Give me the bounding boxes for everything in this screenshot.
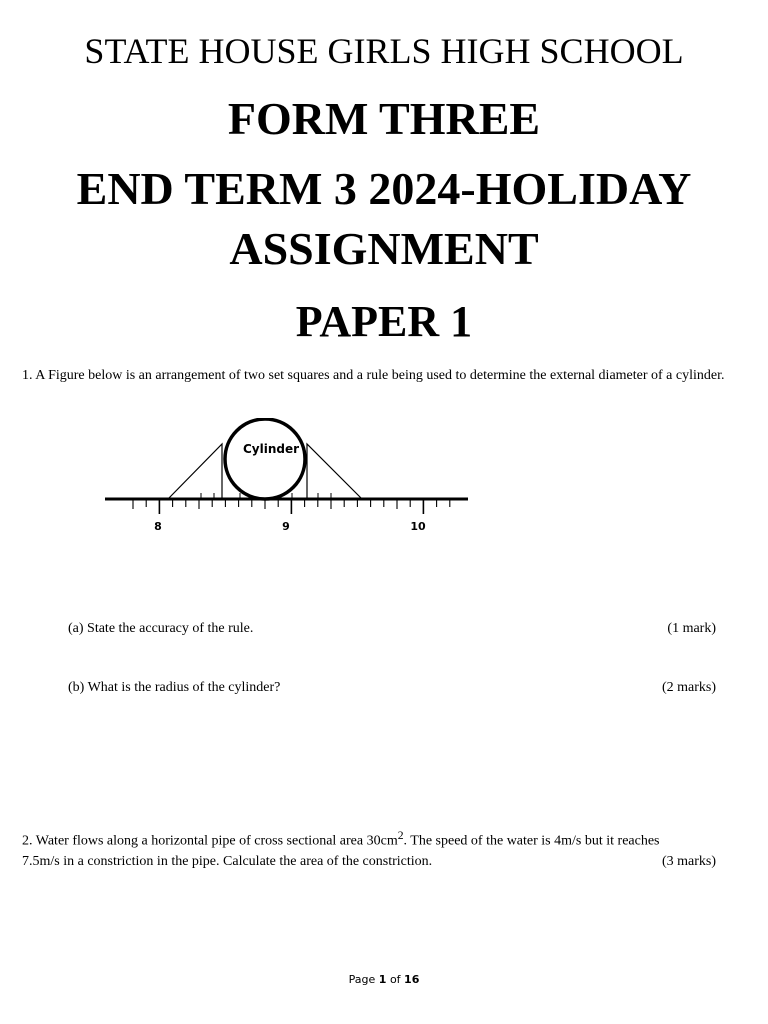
question-1b [68, 680, 716, 696]
scale-label-8: 8 [154, 520, 162, 533]
right-set-square [307, 444, 362, 499]
question-2-line2-text: 7.5m/s in a constriction in the pipe. Calculate the area of the constriction. [22, 853, 433, 869]
scale-label-9: 9 [282, 520, 290, 533]
form-title: FORM THREE [227, 93, 541, 144]
question-2 [22, 826, 716, 872]
question-1a-marks: (1 mark) [667, 621, 716, 636]
question-2-marks: (3 marks) [661, 853, 716, 869]
question-1b-text: (b) What is the radius of the cylinder? [68, 680, 281, 695]
question-1a [68, 621, 716, 637]
page-footer: Page 1 of 16 [348, 973, 420, 986]
school-name: STATE HOUSE GIRLS HIGH SCHOOL [84, 31, 684, 71]
scale-label-10: 10 [410, 520, 426, 533]
superscript-2: 2 [397, 829, 404, 842]
question-2-line2 [22, 852, 716, 872]
paper-title: PAPER 1 [295, 297, 473, 346]
cylinder-circle [225, 419, 305, 499]
question-2-line1: 2. Water flows along a horizontal pipe of cross sectional area $30cm^2$. The speed of the water is 4m/s but it reaches [22, 829, 660, 849]
term-title-line2: ASSIGNMENT [229, 223, 539, 274]
question-1a-text: (a) State the accuracy of the rule. [68, 621, 254, 636]
rule-ticks [133, 493, 450, 514]
current-page: 1 [378, 973, 387, 986]
term-title-line1: END TERM 3 2024-HOLIDAY [76, 163, 692, 214]
set-squares-rule-diagram [100, 418, 480, 540]
total-pages: 16 [404, 973, 420, 986]
question-1b-marks: (2 marks) [661, 680, 716, 695]
cylinder-label: Cylinder [242, 442, 300, 456]
question-1-text: 1. A Figure below is an arrangement of two set squares and a rule being used to determine the external diameter of a cylinder. [22, 368, 725, 383]
left-set-square [168, 444, 222, 499]
